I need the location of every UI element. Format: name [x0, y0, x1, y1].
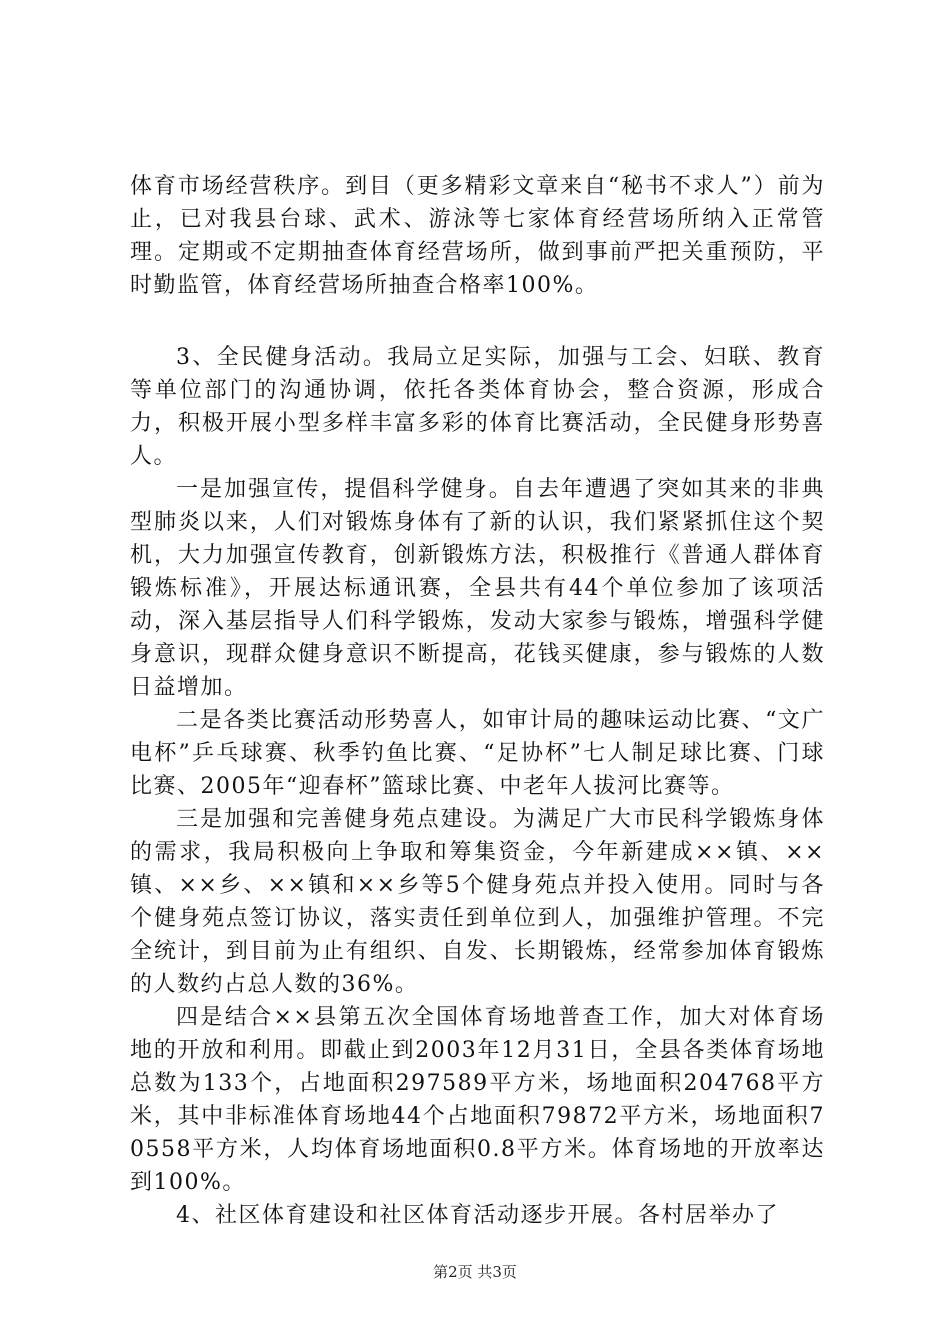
paragraph-point-4: 四是结合××县第五次全国体育场地普查工作，加大对体育场地的开放和利用。即截止到2003年12月31日，全县各类体育场地总数为133个，占地面积297589平方米，场地面积204768平方米，其中非标准体育场地44个占地面积79872平方米，场地面积70558平方米，人均体育场地面积0.8平方米。体育场地的开放率达到100%。 — [130, 1005, 825, 1195]
paragraph-point-1: 一是加强宣传，提倡科学健身。自去年遭遇了突如其来的非典型肺炎以来，人们对锻炼身体有了新的认识，我们紧紧抓住这个契机，大力加强宣传教育，创新锻炼方法，积极推行《普通人群体育锻炼标准》，开展达标通讯赛，全县共有44个单位参加了该项活动，深入基层指导人们科学锻炼，发动大家参与锻炼，增强科学健身意识，现群众健身意识不断提高，花钱买健康，参与锻炼的人数日益增加。 — [130, 477, 825, 700]
paragraph-point-3: 三是加强和完善健身苑点建设。为满足广大市民科学锻炼身体的需求，我局积极向上争取和筹集资金，今年新建成××镇、××镇、××乡、××镇和××乡等5个健身苑点并投入使用。同时与各个健身苑点签订协议，落实责任到单位到人，加强维护管理。不完全统计，到目前为止有组织、自发、长期锻炼，经常参加体育锻炼的人数约占总人数的36%。 — [130, 807, 825, 997]
document-body — [130, 170, 825, 1232]
paragraph-section-4: 4、社区体育建设和社区体育活动逐步开展。各村居举办了 — [176, 1203, 779, 1228]
page-number-footer: 第2页 共3页 — [433, 1263, 517, 1281]
paragraph-section-3: 3、全民健身活动。我局立足实际，加强与工会、妇联、教育等单位部门的沟通协调，依托各类体育协会，整合资源，形成合力，积极开展小型多样丰富多彩的体育比赛活动，全民健身形势喜人。 — [130, 345, 825, 469]
paragraph-point-2: 二是各类比赛活动形势喜人，如审计局的趣味运动比赛、“文广电杯”乒乓球赛、秋季钓鱼比赛、“足协杯”七人制足球比赛、门球比赛、2005年“迎春杯”篮球比赛、中老年人拔河比赛等。 — [130, 708, 825, 799]
paragraph-continuation: 体育市场经营秩序。到目（更多精彩文章来自“秘书不求人”）前为止，已对我县台球、武术、游泳等七家体育经营场所纳入正常管理。定期或不定期抽查体育经营场所，做到事前严把关重预防，平时勤监管，体育经营场所抽查合格率100%。 — [130, 174, 825, 298]
